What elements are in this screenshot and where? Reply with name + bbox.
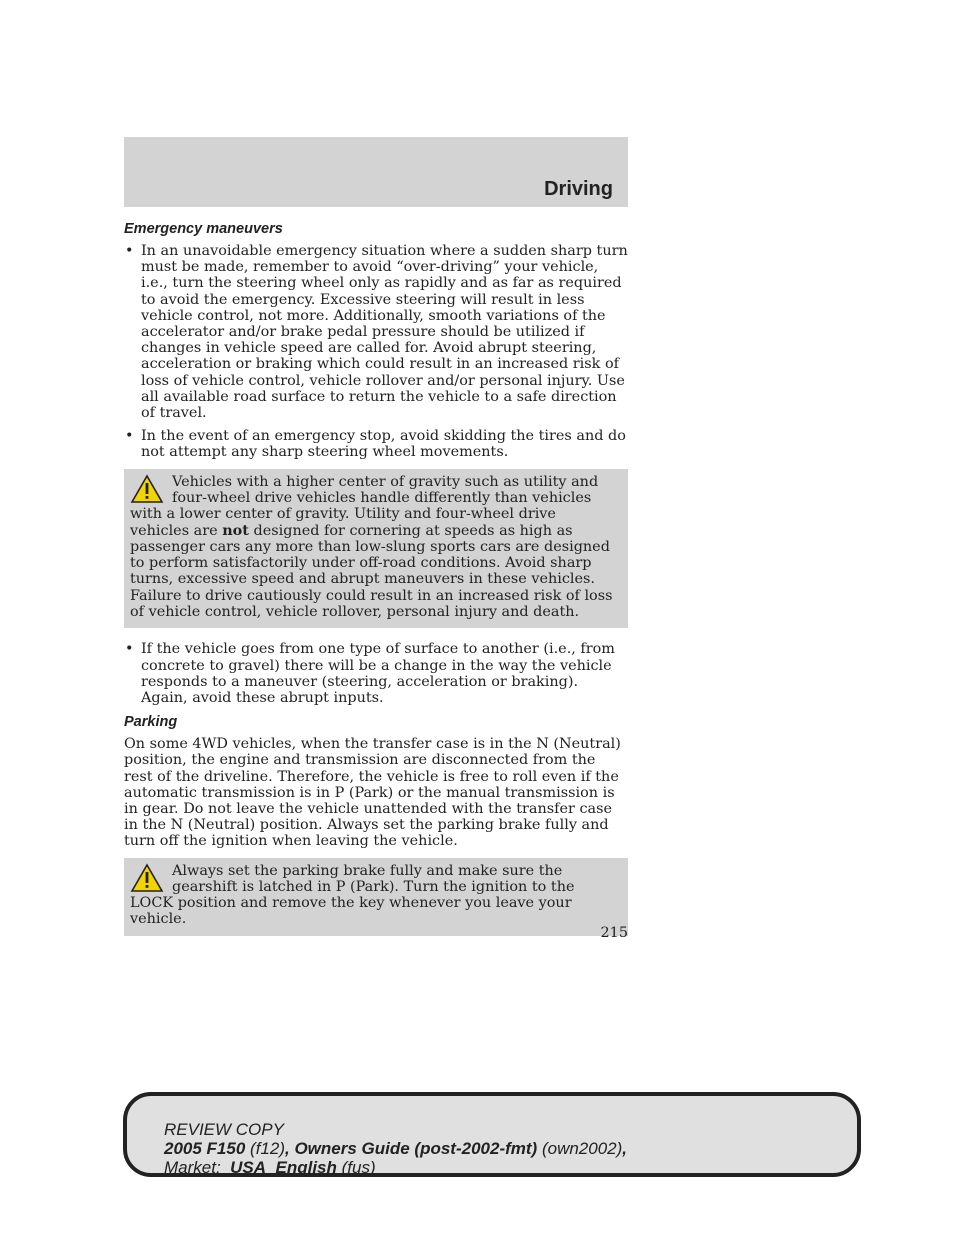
chapter-title: Driving [544, 178, 613, 200]
footer-comma: , [622, 1139, 628, 1158]
emergency-bullet-list [124, 243, 628, 461]
warning-text-cont: designed for cornering at speeds as high as passenger cars any more than low-slung sports cars are designed to perform satisfactorily under off-road conditions. Avoid sharp turns, excessive speed and abrupt maneuvers in these vehicles. Failure to drive cautiously could result in an increased risk of loss of vehicle control, vehicle rollover, personal injury and death. [130, 522, 613, 621]
footer-model: 2005 F150 [164, 1139, 246, 1158]
footer-line-market [164, 1158, 627, 1177]
warning-box-center-of-gravity [124, 469, 628, 629]
review-copy-footer [123, 1092, 861, 1177]
footer-review-label: REVIEW COPY [164, 1120, 284, 1139]
chapter-header-band [124, 137, 628, 207]
page-content [124, 220, 628, 949]
page-number: 215 [600, 925, 628, 941]
footer-model-code: (f12) [250, 1139, 285, 1158]
warning-text: Vehicles with a higher center of gravity such as utility and four-wheel drive vehicles handle differently than vehicles with a lower center of gravity. Utility and four-wheel drive vehicles are [130, 473, 599, 539]
parking-paragraph: On some 4WD vehicles, when the transfer case is in the N (Neutral) position, the engine and transmission are disconnected from the rest of the driveline. Therefore, the vehicle is free to roll even if the automatic transmission is in P (Park) or the manual transmission is in gear. Do not leave the vehicle unattended with the transfer case in the N (Neutral) position. Always set the parking brake fully and turn off the ignition when leaving the vehicle. [124, 736, 621, 850]
bullet-dot: • [125, 641, 134, 658]
warning-triangle-icon [130, 863, 164, 893]
warning-triangle-icon [130, 474, 164, 504]
surface-bullet-list [124, 641, 628, 706]
section-heading-parking: Parking [124, 714, 178, 731]
footer-guide: Owners Guide (post-2002-fmt) [294, 1139, 538, 1158]
footer-market-label: Market: [164, 1158, 221, 1177]
list-item [124, 243, 628, 421]
footer-line-guide [164, 1139, 627, 1158]
list-item [124, 428, 628, 460]
bullet-text: In an unavoidable emergency situation where a sudden sharp turn must be made, remember to avoid “over-driving” your vehicle, i.e., turn the steering wheel only as rapidly and as far as required to avoid the emergency. Excessive steering will result in less vehicle control, not more. Additionally, smooth variations of the accelerator and/or brake pedal pressure should be utilized if changes in vehicle speed are called for. Avoid abrupt steering, acceleration or braking which could result in an increased risk of loss of vehicle control, vehicle rollover and/or personal injury. Use all available road surface to return the vehicle to a safe direction of travel. [141, 243, 628, 422]
list-item [124, 641, 628, 706]
bullet-text: If the vehicle goes from one type of surface to another (i.e., from concrete to gravel) there will be a change in the way the vehicle responds to a maneuver (steering, acceleration or braking). Again, avoid these abrupt inputs. [141, 641, 615, 706]
footer-market-code: (fus) [341, 1158, 376, 1177]
section-heading-emergency: Emergency maneuvers [124, 221, 283, 237]
bullet-dot: • [125, 428, 134, 445]
bullet-text: In the event of an emergency stop, avoid skidding the tires and do not attempt any sharp steering wheel movements. [141, 428, 626, 461]
warning-box-parking [124, 858, 628, 936]
footer-guide-sep: , [285, 1139, 295, 1158]
warning-emphasis: not [222, 521, 249, 539]
footer-text [164, 1120, 627, 1177]
bullet-dot: • [125, 243, 134, 259]
warning-text: Always set the parking brake fully and make sure the gearshift is latched in P (Park). Turn the ignition to the LOCK position and remove the key whenever you leave your vehicle. [130, 862, 575, 928]
footer-market: USA_English [230, 1158, 337, 1177]
footer-guide-code: (own2002) [541, 1139, 623, 1158]
